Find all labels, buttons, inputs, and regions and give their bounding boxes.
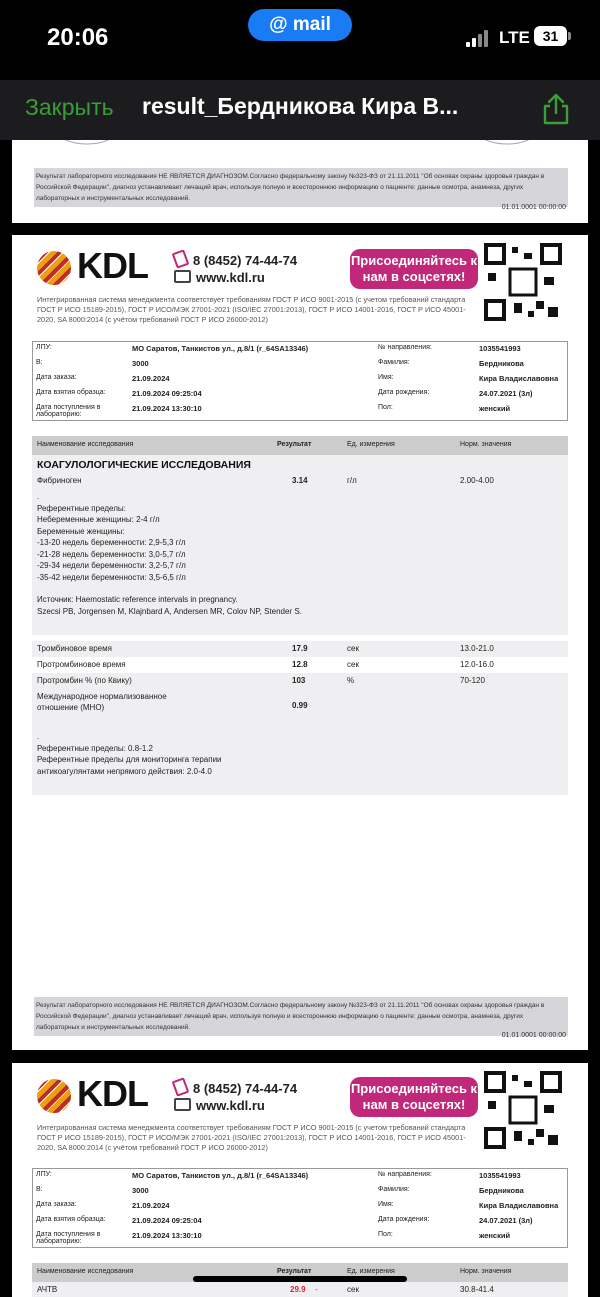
lpu-label: ЛПУ: [36, 344, 52, 351]
referral-value: 1035541993 [479, 344, 521, 353]
results-header: Наименование исследования Результат Ед. измерения Норм. значения [32, 1263, 568, 1282]
social-promo: Присоединяйтесь к нам в соцсетях! [350, 249, 478, 289]
result-row: АЧТВ 29.9 - сек 30.8-41.4 [32, 1282, 568, 1297]
result-row: Тромбиновое время 17.9 сек 13.0-21.0 [32, 641, 568, 657]
section-title: КОАГУЛОЛОГИЧЕСКИЕ ИССЛЕДОВАНИЯ [37, 459, 251, 471]
phone-number: 8 (8452) 74-44-74 [174, 1079, 297, 1096]
signal-icon [466, 30, 494, 47]
surname-value: Бердникова [479, 359, 524, 368]
website-link: www.kdl.ru [174, 270, 265, 285]
results-body [32, 455, 568, 795]
lpu-value: МО Саратов, Танкистов ул., д.8/1 (r_64SA13346) [132, 344, 309, 353]
mno-note: . Референтные пределы: 0.8-1.2 Референтные пределы для мониторинга терапии антикоагулянтами непрямого действия: 2.0-4.0 [37, 732, 222, 776]
pdf-page-1 [12, 140, 588, 223]
v-value: 3000 [132, 359, 149, 368]
referral-label: № направления: [378, 344, 432, 351]
kdl-logo-icon [37, 251, 71, 285]
lab-date-label: Дата поступления в лабораторию: [36, 404, 101, 418]
name-label: Имя: [378, 374, 394, 381]
sex-label: Пол: [378, 404, 393, 411]
order-date-value: 21.09.2024 [132, 374, 170, 383]
iso-statement: Интегрированная система менеджмента соответствует требованиям ГОСТ Р ИСО 9001-2015 (с учетом требований стандарта ГОСТ Р ИСО 15189-2015), ГОСТ Р ИСО/МЭК 27001-2021 (ISO/IEC 27001:2013), ГОСТ Р ИСО 14001-2016, ГОСТ Р ИСО 45001-2020, SA 8000:2014 (с учётом требований ГОСТ Р ИСО 26000-2012) [37, 295, 466, 324]
clock: 20:06 [47, 24, 109, 51]
document-nav-bar [0, 80, 600, 140]
disclaimer-code: 01.01.0001 00:00:00 [501, 1032, 566, 1039]
low-flag: - [315, 1285, 318, 1294]
order-date-label: Дата заказа: [36, 374, 77, 381]
stamp-icon [52, 140, 122, 148]
phone-number: 8 (8452) 74-44-74 [174, 251, 297, 268]
close-button[interactable]: Закрыть [25, 94, 114, 120]
pdf-page-3 [12, 1063, 588, 1297]
home-indicator[interactable] [193, 1276, 407, 1282]
iso-statement: Интегрированная система менеджмента соответствует требованиям ГОСТ Р ИСО 9001-2015 (с учетом требований стандарта ГОСТ Р ИСО 15189-2015), ГОСТ Р ИСО/МЭК 27001-2021 (ISO/IEC 27001:2013), ГОСТ Р ИСО 14001-2016, ГОСТ Р ИСО 45001-2020, SA 8000:2014 (с учётом требований ГОСТ Р ИСО 26000-2012) [37, 1123, 466, 1152]
result-row: Фибриноген 3.14 г/л 2.00-4.00 [37, 476, 494, 485]
qr-code-icon [484, 1071, 562, 1149]
patient-info-table [32, 341, 568, 421]
sex-value: женский [479, 404, 511, 413]
dob-label: Дата рождения: [378, 389, 430, 396]
sample-date-label: Дата взятия образца: [36, 389, 106, 396]
result-row: Протромбиновое время 12.8 сек 12.0-16.0 [37, 660, 494, 669]
dob-value: 24.07.2021 (3л) [479, 389, 533, 398]
document-title: result_Бердникова Кира В... [142, 93, 459, 119]
result-row: Протромбин % (по Квику) 103 % 70-120 [32, 673, 568, 689]
pdf-page-2 [12, 235, 588, 1050]
patient-info-table: ЛПУ: МО Саратов, Танкистов ул., д.8/1 (r_64SA13346) № направления: 1035541993 В: 3000 Фамилия: Бердникова Дата заказа: 21.09.2024 Имя: Кира Владиславовна Дата взятия образца: 21.09.2024 09:25:04 Дата рождения: 24.07.2021 (3л) Дата поступления в лабораторию: 21.09.2024 13:30:10 Пол: женский [32, 1168, 568, 1248]
mno-block: Международное нормализованное отношение (МНО) 0.99 . Референтные пределы: 0.8-1.2 Референтные пределы для мониторинга терапии антикоагулянтами непрямого действия: 2.0-4.0 [32, 689, 568, 795]
name-value: Кира Владиславовна [479, 374, 559, 383]
results-header: Наименование исследования Результат Ед. измерения Норм. значения [32, 436, 568, 455]
battery-icon: 31 [534, 26, 567, 46]
share-icon[interactable] [540, 92, 572, 126]
lab-date-value: 21.09.2024 13:30:10 [132, 404, 202, 413]
disclaimer: Результат лабораторного исследования НЕ ЯВЛЯЕТСЯ ДИАГНОЗОМ.Согласно федеральному закону №323-ФЗ от 21.11.2011 "Об основах охраны здоровья граждан в Российской Федерации", диагноз устанавливает лечащий врач, используя полную и всестороннюю информацию о пациенте: данные осмотра, анамнеза, других лабораторных и инструментальных исследований. [34, 168, 568, 207]
network-label: LTE [499, 28, 530, 47]
v-label: В: [36, 359, 43, 366]
fibrinogen-note: . Референтные пределы: Небеременные женщины: 2-4 г/л Беременные женщины: -13-20 недель беременности: 2,9-5,3 г/л -21-28 недель беременности: 3,0-5,7 г/л -29-34 недели беременности: 3,2-5,7 г/л -35-42 недели беременности: 3,5-6,5 г/л Источник: Haemostatic reference intervals in pregnancy. Szecsi PB, Jorgensen M, Klajnbard A, Andersen MR, Colov NP, Stender S. [37, 492, 302, 616]
surname-label: Фамилия: [378, 359, 410, 366]
kdl-logo: KDL [37, 1077, 157, 1117]
mail-app-pill[interactable]: @ mail [248, 9, 352, 41]
status-bar [0, 0, 600, 80]
kdl-logo-icon [37, 1079, 71, 1113]
disclaimer: Результат лабораторного исследования НЕ ЯВЛЯЕТСЯ ДИАГНОЗОМ.Согласно федеральному закону №323-ФЗ от 21.11.2011 "Об основах охраны здоровья граждан в Российской Федерации", диагноз устанавливает лечащий врач, используя полную и всестороннюю информацию о пациенте: данные осмотра, анамнеза, других лабораторных и инструментальных исследований. [34, 997, 568, 1036]
website-link: www.kdl.ru [174, 1098, 265, 1113]
disclaimer-code: 01.01.0001 00:00:00 [501, 204, 566, 211]
qr-code-icon [484, 243, 562, 321]
results-table [32, 436, 568, 795]
social-promo: Присоединяйтесь к нам в соцсетях! [350, 1077, 478, 1117]
sample-date-value: 21.09.2024 09:25:04 [132, 389, 202, 398]
kdl-logo: KDL [37, 249, 157, 289]
stamp-icon [472, 140, 542, 148]
